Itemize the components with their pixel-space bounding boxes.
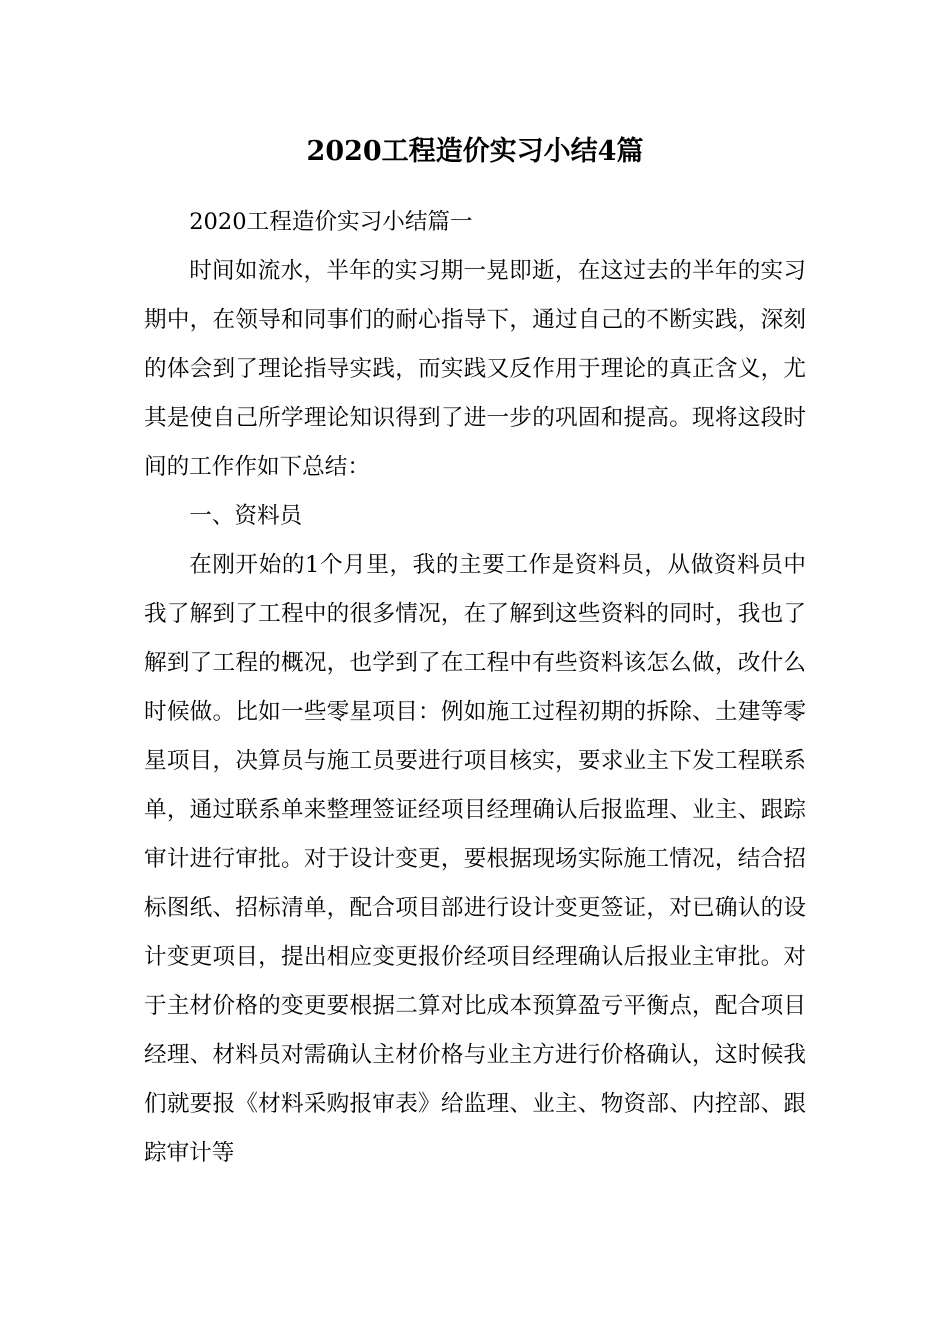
document-title: 2020工程造价实习小结4篇 [306, 136, 644, 167]
section-heading-archivist: 一、资料员 [189, 503, 303, 529]
document-body [144, 198, 806, 1178]
archivist-paragraph: 在刚开始的1个月里，我的主要工作是资料员，从做资料员中我了解到了工程中的很多情况，在了解到这些资料的同时，我也了解到了工程的概况，也学到了在工程中有些资料该怎么做，改什么时候做。比如一些零星项目：例如施工过程初期的拆除、土建等零星项目，决算员与施工员要进行项目核实，要求业主下发工程联系单，通过联系单来整理签证经项目经理确认后报监理、业主、跟踪审计进行审批。对于设计变更，要根据现场实际施工情况，结合招标图纸、招标清单，配合项目部进行设计变更签证，对已确认的设计变更项目，提出相应变更报价经项目经理确认后报业主审批。对于主材价格的变更要根据二算对比成本预算盈亏平衡点，配合项目经理、材料员对需确认主材价格与业主方进行价格确认，这时候我们就要报《材料采购报审表》给监理、业主、物资部、内控部、跟踪审计等 [144, 552, 806, 1166]
intro-paragraph: 时间如流水，半年的实习期一晃即逝，在这过去的半年的实习期中，在领导和同事们的耐心指导下，通过自己的不断实践，深刻的体会到了理论指导实践，而实践又反作用于理论的真正含义，尤其是使自己所学理论知识得到了进一步的巩固和提高。现将这段时间的工作作如下总结： [144, 258, 806, 480]
section-heading-part-one: 2020工程造价实习小结篇一 [189, 209, 473, 235]
